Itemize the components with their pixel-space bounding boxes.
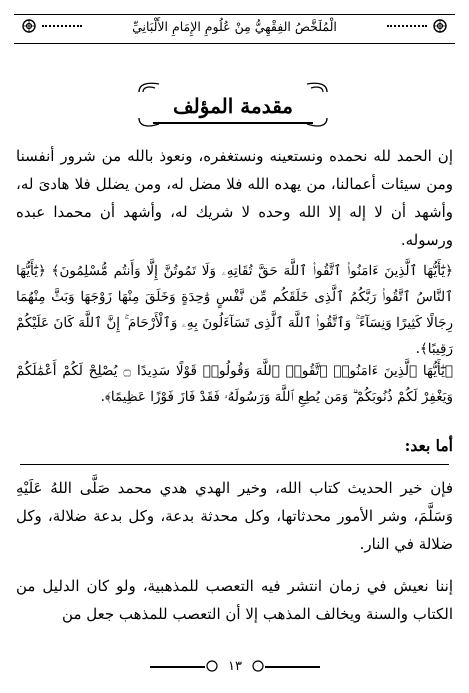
knot-ornament-icon — [251, 659, 265, 673]
section-title: مقدمة المؤلف — [172, 94, 294, 118]
footer-line — [265, 666, 320, 668]
amma-bad-heading-block — [16, 432, 453, 460]
knot-ornament-icon — [431, 17, 449, 35]
paragraph-text: إننا نعيش في زمان انتشر فيه التعصب للمذهبية، ولو كان الدليل من الكتاب والسنة ويخالف المذهب إلا أن التعصب للمذهب جعل من — [16, 577, 453, 623]
running-title: الْمُلَخَّصُ الفِقْهِيُّ مِنْ عُلُومِ الإِمَامِ الأَلْبَانِيِّ — [132, 19, 337, 34]
header-dots — [42, 25, 82, 30]
sermon-paragraph — [16, 474, 453, 558]
closing-paragraph — [16, 572, 453, 628]
intro-paragraph — [16, 142, 453, 254]
title-underline — [153, 122, 313, 124]
paragraph-text: فإن خير الحديث كتاب الله، وخير الهدي هدي محمد صَلَّى اللهُ عَلَيْهِ وَسَلَّمَ، وشر الأمور محدثاتها، وكل محدثة بدعة، وكل بدعة ضلالة، وكل ضلالة في النار. — [16, 479, 453, 553]
page-number: ١٣ — [228, 659, 242, 674]
quran-verses: ﴿يَٰٓأَيُّهَا ٱلَّذِينَ ءَامَنُوا۟ ٱتَّقُوا۟ ٱللَّهَ وَقُولُوا۟ قَوْلًا سَدِيدًا ۝ يُصْلِحْ لَكُمْ أَعْمَٰلَكُمْ وَيَغْفِرْ لَكُمْ ذُنُوبَكُمْ ۗ وَمَن يُطِعِ ٱللَّهَ وَرَسُولَهُۥ فَقَدْ فَازَ فَوْزًا عَظِيمًا﴾. — [16, 363, 453, 405]
knot-ornament-icon — [20, 17, 38, 35]
corner-flourish-icon — [305, 116, 329, 130]
amma-bad-heading: أما بعد: — [404, 436, 453, 455]
quran-verses-block — [16, 358, 453, 410]
paragraph-text: إن الحمد لله نحمده ونستعينه ونستغفره، ونعوذ بالله من شرور أنفسنا ومن سيئات أعمالنا، من يهده الله فلا مضل له، ومن يضلل فلا هادىَ له، وأشهد أن لا إله إلا الله وحده لا شريك له، وأشهد أن محمدا عبده ورسوله. — [16, 147, 453, 249]
section-title-block — [143, 86, 323, 126]
page-footer — [150, 656, 320, 680]
quran-verses-block — [16, 258, 453, 362]
header-dots — [387, 25, 427, 30]
running-header — [14, 10, 455, 44]
corner-flourish-icon — [137, 116, 161, 130]
quran-verses: ﴿يَٰٓأَيُّهَا ٱلَّذِينَ ءَامَنُوا۟ ٱتَّقُوا۟ ٱللَّهَ حَقَّ تُقَاتِهِۦ وَلَا تَمُوتُنَّ إِلَّا وَأَنتُم مُّسْلِمُونَ﴾ ﴿يَٰٓأَيُّهَا ٱلنَّاسُ ٱتَّقُوا۟ رَبَّكُمُ ٱلَّذِى خَلَقَكُم مِّن نَّفْسٍ وَٰحِدَةٍ وَخَلَقَ مِنْهَا زَوْجَهَا وَبَثَّ مِنْهُمَا رِجَالًا كَثِيرًا وَنِسَآءً ۚ وَٱتَّقُوا۟ ٱللَّهَ ٱلَّذِى تَسَآءَلُونَ بِهِۦ وَٱلْأَرْحَامَ ۚ إِنَّ ٱللَّهَ كَانَ عَلَيْكُمْ رَقِيبًا﴾. — [16, 263, 453, 357]
separator-line — [20, 464, 449, 465]
